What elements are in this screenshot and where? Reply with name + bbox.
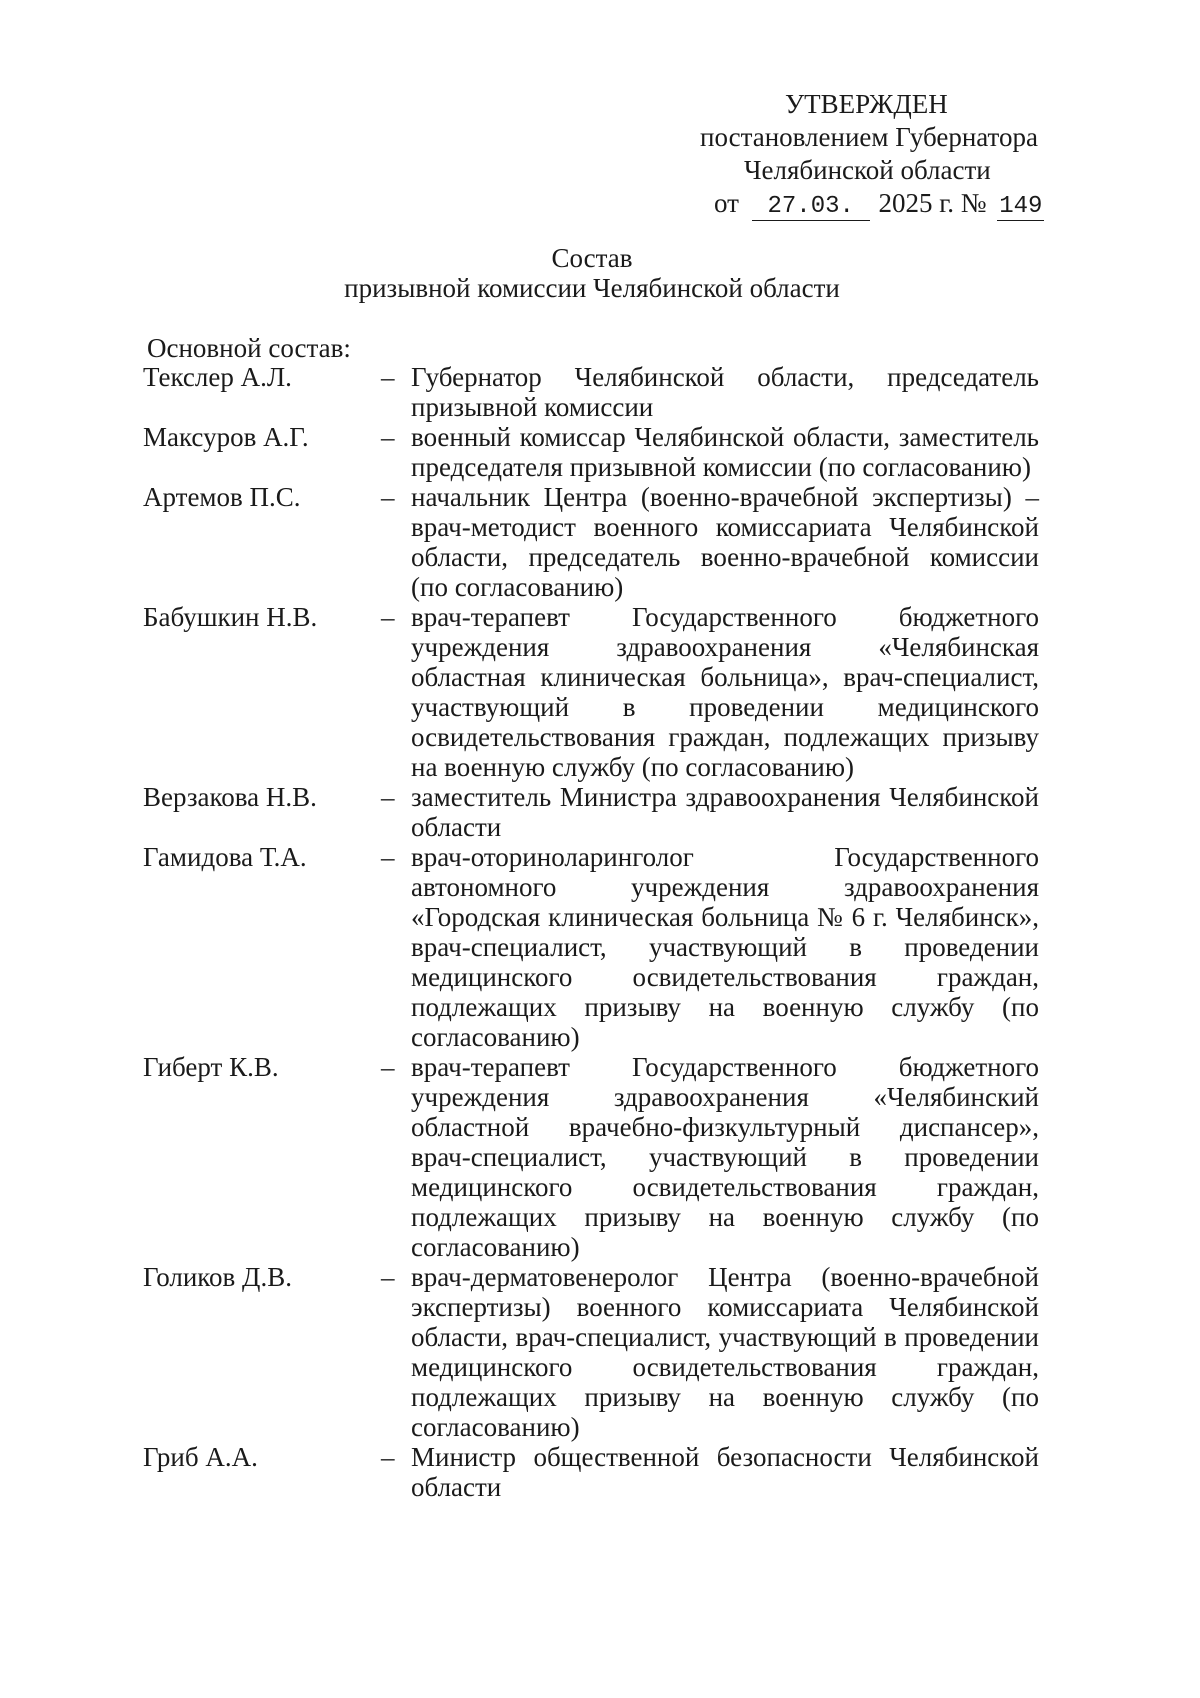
member-description: военный комиссар Челябинской области, заместитель председателя призывной комиссии (по согласованию) (411, 422, 1039, 482)
member-dash: – (381, 842, 395, 872)
member-row (143, 1052, 1043, 1262)
member-name: Гамидова Т.А. (143, 842, 307, 872)
member-dash: – (381, 782, 395, 812)
member-name: Гриб А.А. (143, 1442, 258, 1472)
member-description: врач-оториноларинголог Государственного автономного учреждения здравоохранения «Городская клиническая больница № 6 г. Челябинск», врач-специалист, участвующий в проведении медицинского освидетельствования граждан, подлежащих призыву на военную службу (по согласованию) (411, 842, 1039, 1052)
member-row (143, 1442, 1043, 1502)
document-title: Состав (551, 243, 633, 273)
member-name: Гиберт К.В. (143, 1052, 279, 1082)
member-list (143, 362, 1043, 1502)
section-label: Основной состав: (147, 333, 351, 363)
approval-date-value: 27.03. (752, 194, 870, 221)
member-description: заместитель Министра здравоохранения Челябинской области (411, 782, 1039, 842)
member-dash: – (381, 482, 395, 512)
approval-date-line (714, 187, 1044, 221)
member-description: Министр общественной безопасности Челябинской области (411, 1442, 1039, 1502)
member-row (143, 482, 1043, 602)
member-description: врач-терапевт Государственного бюджетного учреждения здравоохранения «Челябинский областной врачебно-физкультурный диспансер», врач-специалист, участвующий в проведении медицинского освидетельствования граждан, подлежащих призыву на военную службу (по согласованию) (411, 1052, 1039, 1262)
member-description: врач-терапевт Государственного бюджетного учреждения здравоохранения «Челябинская областная клиническая больница», врач-специалист, участвующий в проведении медицинского освидетельствования граждан, подлежащих призыву на военную службу (по согласованию) (411, 602, 1039, 782)
member-row (143, 842, 1043, 1052)
member-name: Артемов П.С. (143, 482, 301, 512)
member-row (143, 1262, 1043, 1442)
member-row (143, 362, 1043, 422)
member-dash: – (381, 1262, 395, 1292)
member-name: Бабушкин Н.В. (143, 602, 318, 632)
approval-line-2: Челябинской области (744, 155, 991, 185)
member-name: Верзакова Н.В. (143, 782, 317, 812)
approval-year-text: 2025 г. № (878, 188, 987, 218)
approval-line-1: постановлением Губернатора (700, 122, 1038, 152)
approval-number-value: 149 (999, 193, 1043, 220)
member-description: Губернатор Челябинской области, председатель призывной комиссии (411, 362, 1039, 422)
member-dash: – (381, 422, 395, 452)
member-dash: – (381, 362, 395, 392)
member-name: Максуров А.Г. (143, 422, 309, 452)
member-name: Голиков Д.В. (143, 1262, 292, 1292)
member-row (143, 422, 1043, 482)
member-dash: – (381, 1442, 395, 1472)
member-dash: – (381, 1052, 395, 1082)
approval-title: УТВЕРЖДЕН (785, 89, 948, 119)
member-description: начальник Центра (военно-врачебной экспертизы) – врач-методист военного комиссариата Челябинской области, председатель военно-врачебной комиссии (по согласованию) (411, 482, 1039, 602)
approval-date-prefix: от (714, 188, 739, 218)
member-name: Текслер А.Л. (143, 362, 292, 392)
member-row (143, 782, 1043, 842)
member-row (143, 602, 1043, 782)
document-subtitle: призывной комиссии Челябинской области (344, 273, 840, 303)
member-description: врач-дерматовенеролог Центра (военно-врачебной экспертизы) военного комиссариата Челябинской области, врач-специалист, участвующий в проведении медицинского освидетельствования граждан, подлежащих призыву на военную службу (по согласованию) (411, 1262, 1039, 1442)
member-dash: – (381, 602, 395, 632)
